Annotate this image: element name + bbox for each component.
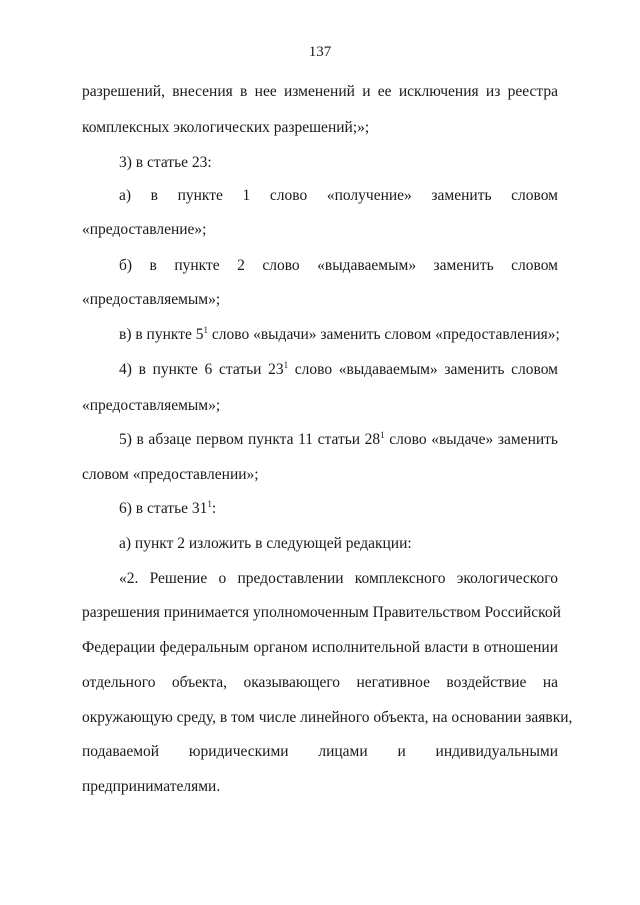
text-segment: в) в пункте 5 <box>119 326 204 343</box>
text-line: комплексных экологических разрешений;»; <box>82 119 370 136</box>
text-line: подаваемой юридическими лицами и индивидуальными <box>82 743 558 760</box>
text-line: Федерации федеральным органом исполнительной власти в отношении <box>82 639 558 656</box>
text-line <box>119 325 558 345</box>
text-segment: слово «выдаче» заменить <box>384 431 558 448</box>
text-segment: слово «выдаваемым» заменить словом <box>288 361 558 378</box>
text-line: отдельного объекта, оказывающего негативное воздействие на <box>82 674 558 691</box>
text-segment: слово «выдачи» заменить словом «предоставления»; <box>208 326 560 343</box>
text-segment: : <box>211 500 217 517</box>
text-line: предпринимателями. <box>82 778 221 795</box>
text-line: «предоставляемым»; <box>82 291 221 308</box>
superscript: 1 <box>283 360 289 370</box>
text-line: разрешения принимается уполномоченным Правительством Российской <box>82 604 561 621</box>
text-line: а) пункт 2 изложить в следующей редакции: <box>119 535 412 552</box>
text-line: разрешений, внесения в нее изменений и ее исключения из реестра <box>82 83 558 100</box>
superscript: 1 <box>203 325 208 335</box>
text-line: «предоставление»; <box>82 221 207 238</box>
text-line <box>119 360 558 380</box>
text-line: «2. Решение о предоставлении комплексного экологического <box>119 570 558 587</box>
text-line: окружающую среду, в том числе линейного объекта, на основании заявки, <box>82 709 573 726</box>
page-number: 137 <box>308 44 332 60</box>
text-segment: 4) в пункте 6 статьи 23 <box>119 361 284 378</box>
superscript: 1 <box>380 430 385 440</box>
text-line <box>119 499 558 519</box>
text-segment: 5) в абзаце первом пункта 11 статьи 28 <box>119 431 381 448</box>
superscript: 1 <box>207 499 212 509</box>
text-line: словом «предоставлении»; <box>82 466 259 483</box>
text-line: а) в пункте 1 слово «получение» заменить словом <box>119 187 558 204</box>
text-line: 3) в статье 23: <box>119 154 212 171</box>
text-segment: 6) в статье 31 <box>119 500 208 517</box>
text-line: «предоставляемым»; <box>82 397 221 414</box>
text-line: б) в пункте 2 слово «выдаваемым» заменить словом <box>119 257 558 274</box>
text-line <box>119 430 558 450</box>
